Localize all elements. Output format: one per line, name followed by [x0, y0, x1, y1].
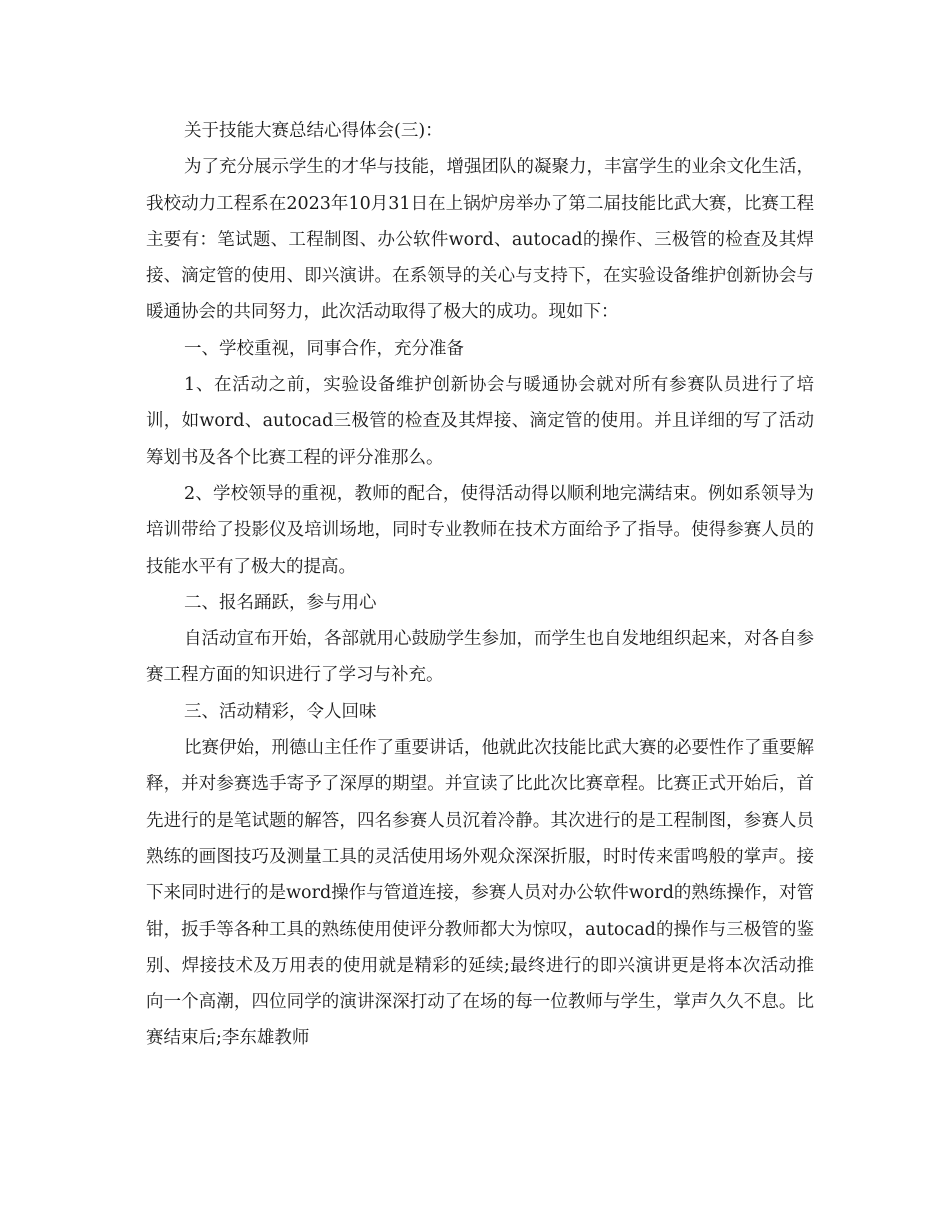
section-heading-1: 一、学校重视，同事合作，充分准备 [184, 338, 464, 359]
section-heading-2: 二、报名踊跃，参与用心 [184, 592, 377, 613]
intro-paragraph: 为了充分展示学生的才华与技能，增强团队的凝聚力，丰富学生的业余文化生活，我校动力工程系在2023年10月31日在上锅炉房举办了第二届技能比武大赛，比赛工程主要有：笔试题、工程制图、办公软件word、autocad的操作、三极管的检查及其焊接、滴定管的使用、即兴演讲。在系领导的关心与支持下，在实验设备维护创新协会与暖通协会的共同努力，此次活动取得了极大的成功。现如下： [146, 157, 814, 323]
paragraph-item-1: 1、在活动之前，实验设备维护创新协会与暖通协会就对所有参赛队员进行了培训，如word、autocad三极管的检查及其焊接、滴定管的使用。并且详细的写了活动筹划书及各个比赛工程的评分准那么。 [146, 375, 814, 468]
paragraph-item-2: 2、学校领导的重视，教师的配合，使得活动得以顺利地完满结束。例如系领导为培训带给了投影仪及培训场地，同时专业教师在技术方面给予了指导。使得参赛人员的技能水平有了极大的提高。 [146, 483, 814, 577]
document-title: 关于技能大赛总结心得体会(三)： [184, 121, 443, 141]
paragraph-participation: 自活动宣布开始，各部就用心鼓励学生参加，而学生也自发地组织起来，对各自参赛工程方面的知识进行了学习与补充。 [146, 629, 814, 686]
paragraph-competition: 比赛伊始，刑德山主任作了重要讲话，他就此次技能比武大赛的必要性作了重要解释，并对参赛选手寄予了深厚的期望。并宣读了比此次比赛章程。比赛正式开始后，首先进行的是笔试题的解答，四名参赛人员沉着冷静。其次进行的是工程制图，参赛人员熟练的画图技巧及测量工具的灵活使用场外观众深深折服，时时传来雷鸣般的掌声。接下来同时进行的是word操作与管道连接，参赛人员对办公软件word的熟练操作，对管钳，扳手等各种工具的熟练使用使评分教师都大为惊叹，autocad的操作与三极管的鉴别、焊接技术及万用表的使用就是精彩的延续;最终进行的即兴演讲更是将本次活动推向一个高潮，四位同学的演讲深深打动了在场的每一位教师与学生，掌声久久不息。比赛结束后;李东雄教师 [146, 738, 814, 1049]
document-body [146, 113, 814, 1057]
section-heading-3: 三、活动精彩，令人回味 [184, 701, 377, 722]
